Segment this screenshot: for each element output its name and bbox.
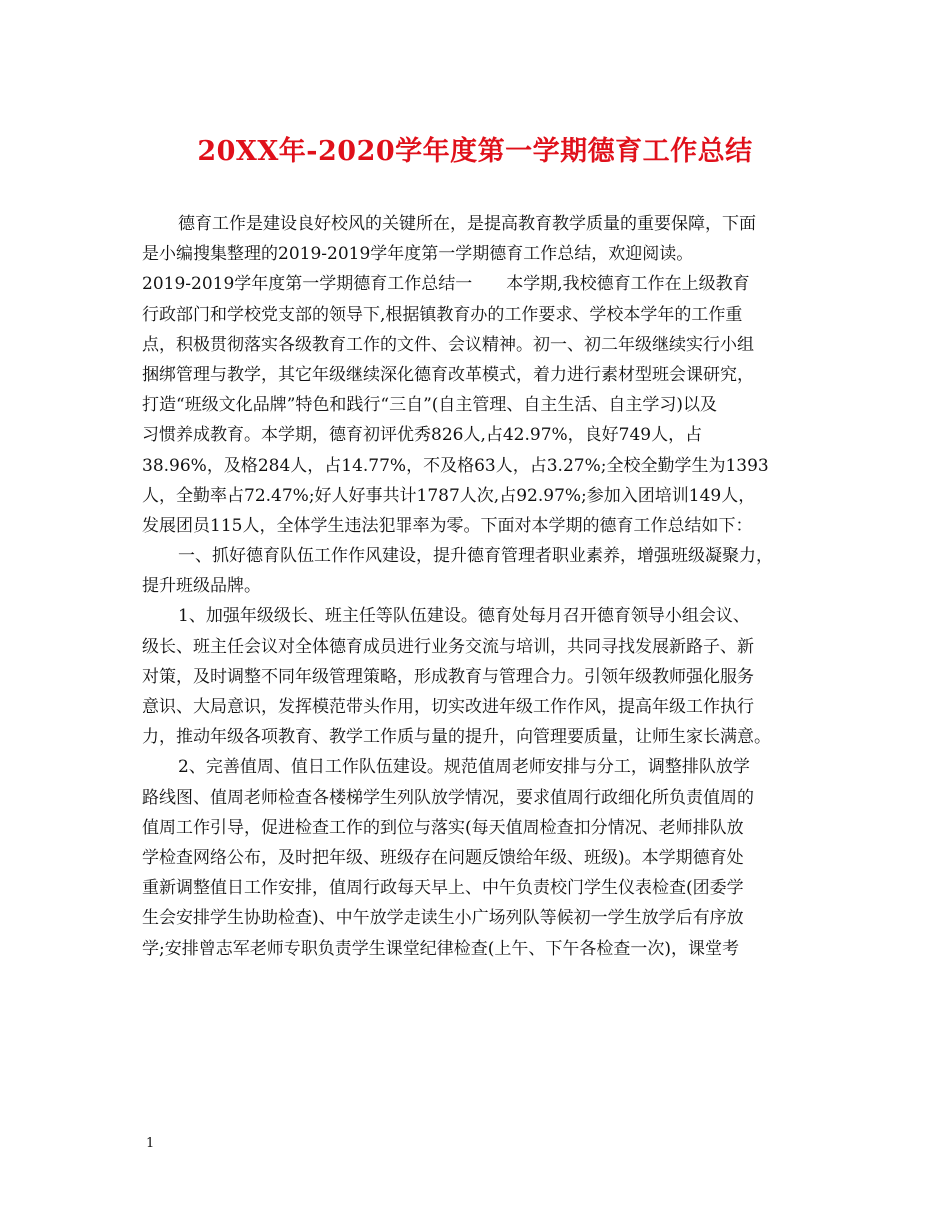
body-line: 德育工作是建设良好校风的关键所在，是提高教育教学质量的重要保障，下面 xyxy=(178,214,756,234)
body-line: 路线图、值周老师检查各楼梯学生列队放学情况，要求值周行政细化所负责值周的 xyxy=(142,787,754,808)
document-body xyxy=(142,209,832,964)
body-line: 捆绑管理与教学，其它年级继续深化德育改革模式，着力进行素材型班会课研究， xyxy=(142,364,754,385)
body-line: 发展团员115人，全体学生违法犯罪率为零。下面对本学期的德育工作总结如下： xyxy=(142,515,753,536)
body-line: 学检查网络公布，及时把年级、班级存在问题反馈给年级、班级)。本学期德育处 xyxy=(142,847,744,868)
body-line: 重新调整值日工作安排，值周行政每天早上、中午负责校门学生仪表检查(团委学 xyxy=(142,878,744,899)
body-line: 打造“班级文化品牌”特色和践行“三自”(自主管理、自主生活、自主学习)以及 xyxy=(142,395,718,416)
document-title: 20XX年-2020学年度第一学期德育工作总结 xyxy=(197,136,753,167)
body-line: 提升班级品牌。 xyxy=(142,576,261,597)
body-line: 行政部门和学校党支部的领导下,根据镇教育办的工作要求、学校本学年的工作重 xyxy=(142,304,743,325)
body-line: 级长、班主任会议对全体德育成员进行业务交流与培训，共同寻找发展新路子、新 xyxy=(142,636,754,657)
body-line: 一、抓好德育队伍工作作风建设，提升德育管理者职业素养，增强班级凝聚力， xyxy=(178,546,773,567)
body-line: 力，推动年级各项教育、教学工作质与量的提升，向管理要质量，让师生家长满意。 xyxy=(142,727,771,748)
body-line: 38.96%，及格284人，占14.77%，不及格63人，占3.27%;全校全勤学生为1393 xyxy=(142,455,769,476)
body-line: 生会安排学生协助检查)、中午放学走读生小广场列队等候初一学生放学后有序放 xyxy=(142,908,744,929)
body-line: 人，全勤率占72.47%;好人好事共计1787人次,占92.97%;参加入团培训149人， xyxy=(142,485,756,506)
body-line: 2、完善值周、值日工作队伍建设。规范值周老师安排与分工，调整排队放学 xyxy=(178,757,750,778)
body-line: 习惯养成教育。本学期，德育初评优秀826人,占42.97%，良好749人，占 xyxy=(142,425,703,446)
body-line: 值周工作引导，促进检查工作的到位与落实(每天值周检查扣分情况、老师排队放 xyxy=(142,817,744,838)
body-line: 意识、大局意识，发挥模范带头作用，切实改进年级工作作风，提高年级工作执行 xyxy=(142,697,754,717)
body-line: 1、加强年级级长、班主任等队伍建设。德育处每月召开德育领导小组会议、 xyxy=(178,606,750,627)
body-line: 学;安排曾志军老师专职负责学生课堂纪律检查(上午、下午各检查一次)，课堂考 xyxy=(142,938,739,959)
body-line: 对策，及时调整不同年级管理策略，形成教育与管理合力。引领年级教师强化服务 xyxy=(142,666,754,687)
body-line: 2019-2019学年度第一学期德育工作总结一 本学期,我校德育工作在上级教育 xyxy=(142,274,750,295)
body-line: 是小编搜集整理的2019-2019学年度第一学期德育工作总结，欢迎阅读。 xyxy=(142,244,694,265)
page-number: 1 xyxy=(146,1136,155,1151)
body-line: 点，积极贯彻落实各级教育工作的文件、会议精神。初一、初二年级继续实行小组 xyxy=(142,334,754,355)
